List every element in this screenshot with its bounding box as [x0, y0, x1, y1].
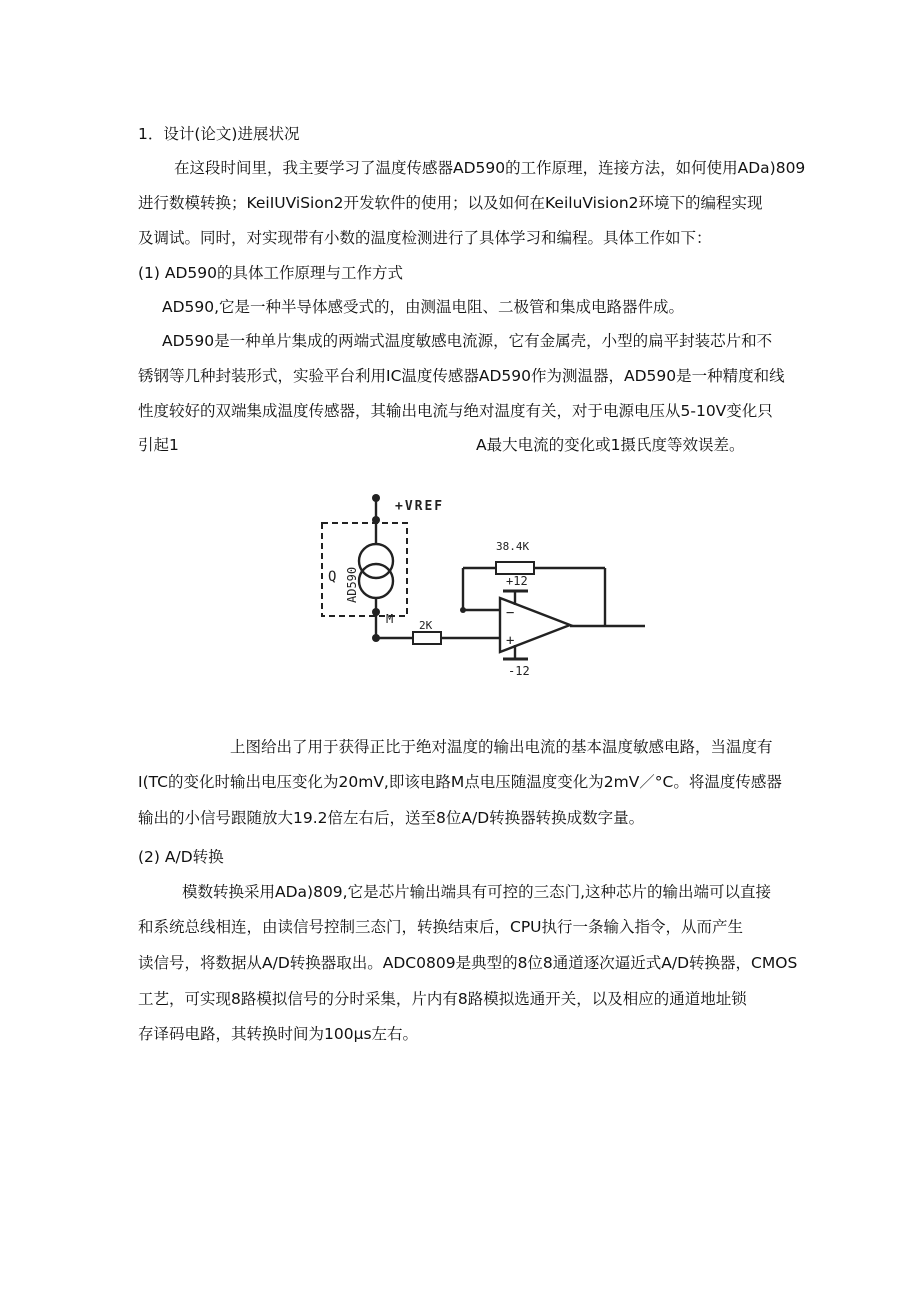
sub2-line-2: 和系统总线相连，由读信号控制三态门，转换结束后，CPU执行一条输入指令，从而产生	[138, 918, 744, 936]
circuit-diagram	[300, 488, 650, 688]
chip-label: AD590	[345, 566, 359, 603]
input-resistor	[413, 632, 441, 644]
section-heading: 1．设计(论文)进展状况	[138, 125, 300, 143]
sub2-line-4: 工艺，可实现8路模拟信号的分时采集，片内有8路模拟选通开关，以及相应的通道地址锁	[138, 990, 747, 1008]
q-label: Q	[328, 569, 337, 585]
sub2-heading: (2) A/D转换	[138, 848, 224, 866]
sub2-line-1: 模数转换采用ADa)809,它是芯片输出端具有可控的三态门,这种芯片的输出端可以直接	[182, 883, 772, 901]
intro-line-3: 及调试。同时，对实现带有小数的温度检测进行了具体学习和编程。具体工作如下：	[138, 229, 712, 247]
sub2-line-5: 存译码电路，其转换时间为100μs左右。	[138, 1025, 419, 1043]
intro-line-1: 在这段时间里，我主要学习了温度传感器AD590的工作原理，连接方法，如何使用ADa)809	[174, 159, 806, 177]
caption-line-3: 输出的小信号跟随放大19.2倍左右后，送至8位A/D转换器转换成数字量。	[138, 809, 645, 827]
m-label: M	[386, 612, 394, 626]
sub1-para1: AD590,它是一种半导体感受式的，由测温电阻、二极管和集成电路器件成。	[162, 298, 685, 316]
sub1-para2-line-4b: A最大电流的变化或1摄氏度等效误差。	[476, 436, 745, 454]
negative-supply-label: -12	[508, 664, 530, 678]
input-resistor-label: 2K	[419, 619, 433, 632]
caption-line-2: I(TC的变化时输出电压变化为20mV,即该电路M点电压随温度变化为2mV／°C。将温度传感器	[138, 773, 782, 791]
feedback-resistor	[496, 562, 534, 574]
sub1-para2-line-2: 锈钢等几种封装形式，实验平台利用IC温度传感器AD590作为测温器，AD590是一种精度和线	[138, 367, 785, 385]
inverting-input-sign: −	[506, 605, 515, 621]
positive-supply-label: +12	[506, 574, 528, 588]
sub1-para2-line-3: 性度较好的双端集成温度传感器，其输出电流与绝对温度有关，对于电源电压从5-10V变化只	[138, 402, 773, 420]
feedback-resistor-label: 38.4K	[496, 540, 530, 553]
sub2-line-3: 读信号，将数据从A/D转换器取出。ADC0809是典型的8位8通道逐次逼近式A/D转换器，CMOS	[138, 954, 798, 972]
sub1-heading: (1) AD590的具体工作原理与工作方式	[138, 264, 404, 282]
caption-line-1: 上图给出了用于获得正比于绝对温度的输出电流的基本温度敏感电路，当温度有	[230, 738, 773, 756]
intro-line-2: 进行数模转换；KeiIUViSion2开发软件的使用；以及如何在KeiluVision2环境下的编程实现	[138, 194, 763, 212]
sub1-para2-line-4a: 引起1	[138, 436, 179, 454]
sub1-para2-line-1: AD590是一种单片集成的两端式温度敏感电流源，它有金属壳，小型的扁平封装芯片和不	[162, 332, 773, 350]
noninverting-input-sign: +	[506, 633, 515, 649]
vref-label: +VREF	[395, 499, 445, 514]
